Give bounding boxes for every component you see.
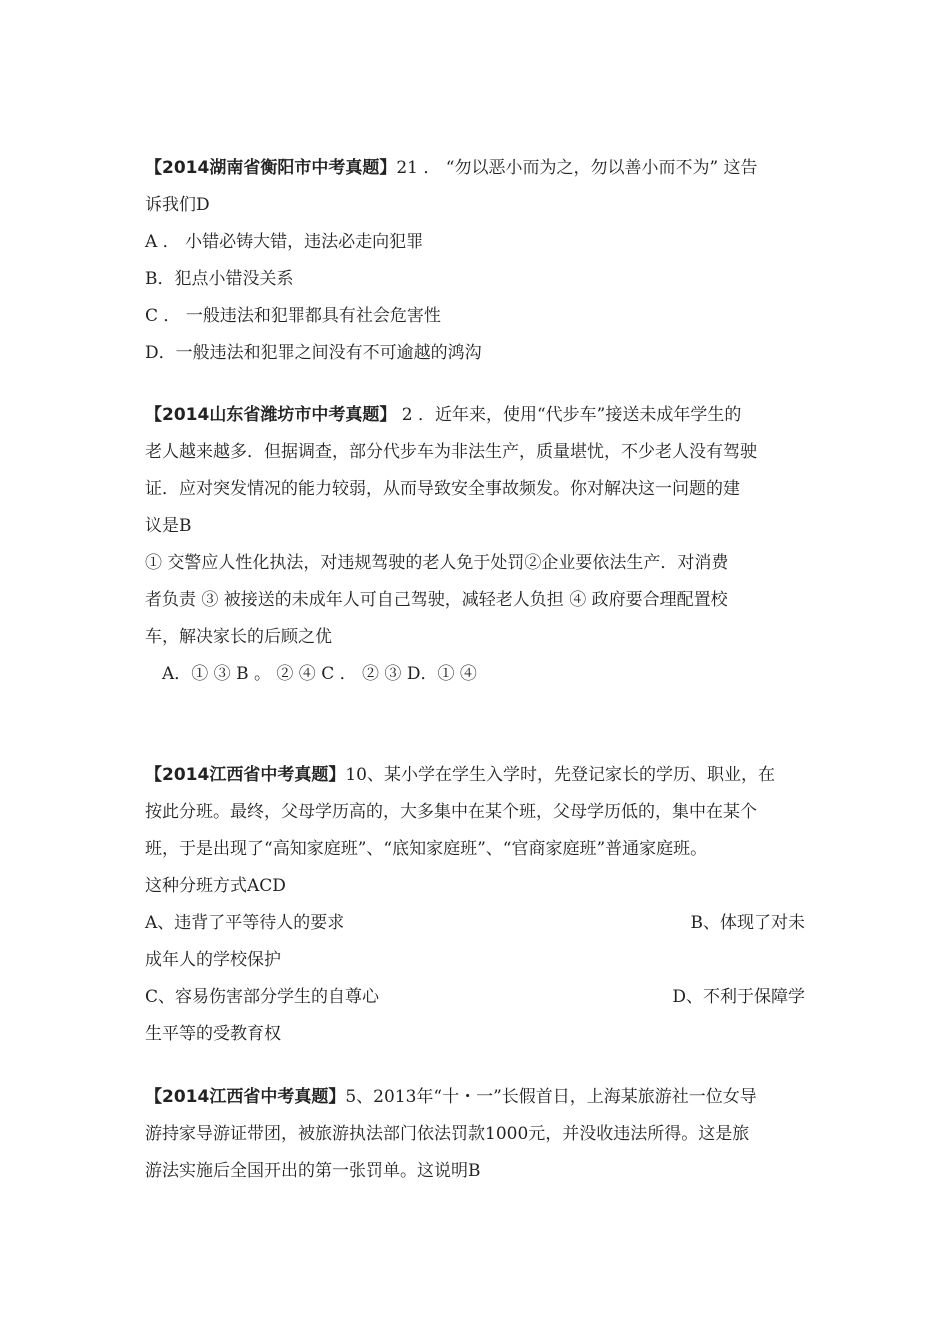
statement-list: 车，解决家长的后顾之优 [145,627,332,647]
statement-list: ① 交警应人性化执法，对违规驾驶的老人免于处罚②企业要依法生产．对消费 [145,553,729,573]
stem-text: 按此分班。最终，父母学历高的，大多集中在某个班，父母学历低的，集中在某个 [145,802,757,822]
stem-text: 议是B [145,516,192,536]
stem-text: 21 ． “勿以恶小而为之，勿以善小而不为” 这告 [396,158,758,178]
question-source: 【2014江西省中考真题】 [145,1087,346,1107]
question-stem [145,757,805,794]
option-a: A ． 小错必铸大错，违法必走向犯罪 [145,232,424,252]
option-a: A、违背了平等待人的要求 [145,913,345,933]
option-c: C、容易伤害部分学生的自尊心 [145,987,380,1007]
question-source: 【2014江西省中考真题】 [145,765,346,785]
stem-text: 游法实施后全国开出的第一张罚单。这说明B [145,1161,481,1181]
question-4 [145,1079,805,1190]
stem-text: 证．应对突发情况的能力较弱，从而导致安全事故频发。你对解决这一问题的建 [145,479,740,499]
question-source: 【2014湖南省衡阳市中考真题】 [145,158,397,178]
stem-text: 10、某小学在学生入学时，先登记家长的学历、职业，在 [345,765,775,785]
option-d: D．一般违法和犯罪之间没有不可逾越的鸿沟 [145,343,482,363]
option-d-end: 生平等的受教育权 [145,1024,281,1044]
option-b-end: 成年人的学校保护 [145,950,281,970]
question-2 [145,397,805,693]
option-d-start: D、不利于保障学 [672,987,805,1007]
stem-text: 5、2013年“十・一”长假首日，上海某旅游社一位女导 [345,1087,757,1107]
question-1 [145,150,805,372]
question-3 [145,757,805,1053]
option-c: C ． 一般违法和犯罪都具有社会危害性 [145,306,441,326]
stem-text: 老人越来越多．但据调查，部分代步车为非法生产，质量堪忧，不少老人没有驾驶 [145,442,757,462]
question-stem [145,150,805,187]
option-b: B．犯点小错没关系 [145,269,294,289]
statement-list: 者负责 ③ 被接送的未成年人可自己驾驶，减轻老人负担 ④ 政府要合理配置校 [145,590,728,610]
answer-choices: A．① ③ B 。 ② ④ C ． ② ③ D．① ④ [162,664,477,684]
stem-text: 这种分班方式ACD [145,876,286,896]
stem-text: 诉我们D [145,195,210,215]
option-b-start: B、体现了对未 [690,913,805,933]
options-row-cd [145,979,805,1016]
question-stem [145,1079,805,1116]
stem-text: 班，于是出现了“高知家庭班”、“底知家庭班”、“官商家庭班”普通家庭班。 [145,839,708,859]
question-source: 【2014山东省潍坊市中考真题】 [145,405,397,425]
question-stem [145,397,805,434]
stem-text: 游持家导游证带团，被旅游执法部门依法罚款1000元，并没收违法所得。这是旅 [145,1124,750,1144]
stem-text: 2 ．近年来，使用“代步车”接送未成年学生的 [396,405,742,425]
options-row-ab [145,905,805,942]
